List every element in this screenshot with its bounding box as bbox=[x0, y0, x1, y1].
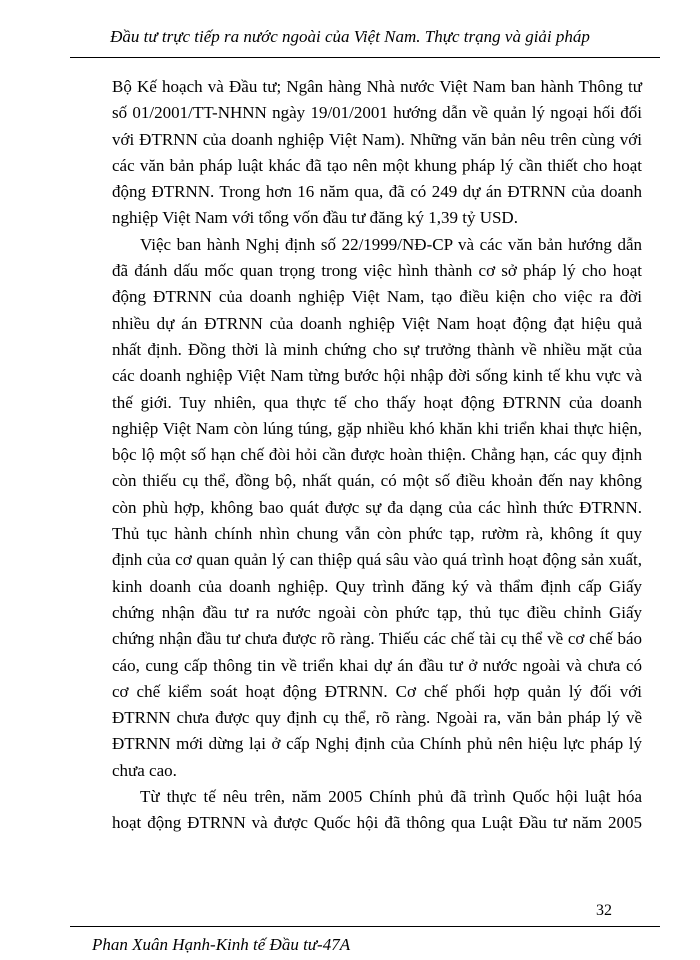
text-line: Bộ Kế hoạch và Đầu tư; Ngân hàng Nhà nước Việt Nam ban hành Thông tư bbox=[112, 77, 642, 96]
footer-divider bbox=[70, 926, 660, 927]
text-line: Thủ tục hành chính nhìn chung vẫn còn phức tạp, rườm rà, không ít quy bbox=[112, 524, 642, 544]
text-line: với ĐTRNN của doanh nghiệp Việt Nam). Những văn bản nêu trên cùng với bbox=[112, 129, 642, 149]
text-line: chứng nhận đầu tư ra nước ngoài còn phức tạp, thủ tục điều chỉnh Giấy bbox=[112, 602, 642, 622]
text-line: nghiệp Việt Nam với tổng vốn đầu tư đăng ký 1,39 tỷ USD. bbox=[112, 208, 518, 228]
text-line: cáo, cung cấp thông tin về triển khai dự án đầu tư ở nước ngoài và chưa có bbox=[112, 655, 642, 675]
footer-author: Phan Xuân Hạnh-Kinh tế Đầu tư-47A bbox=[92, 935, 351, 954]
paragraph bbox=[112, 232, 642, 784]
text-line: Việc ban hành Nghị định số 22/1999/NĐ-CP và các văn bản hướng dẫn bbox=[140, 234, 642, 254]
header-divider bbox=[70, 57, 660, 58]
text-line: còn thiếu cụ thể, đồng bộ, nhất quán, có một số điều khoản đến nay không bbox=[112, 471, 642, 491]
paragraph bbox=[112, 784, 642, 837]
text-line: các văn bản pháp luật khác đã tạo nên một khung pháp lý cần thiết cho hoạt bbox=[112, 155, 642, 175]
text-line: chứng nhận đầu tư chưa được rõ ràng. Thiếu các chế tài cụ thể về cơ chế báo bbox=[112, 629, 642, 649]
text-line: hoạt động ĐTRNN và được Quốc hội đã thông qua Luật Đầu tư năm 2005 bbox=[112, 813, 642, 833]
text-line: cơ chế kiểm soát hoạt động ĐTRNN. Cơ chế phối hợp quản lý đối với bbox=[112, 681, 642, 701]
text-line: các doanh nghiệp Việt Nam từng bước hội nhập đời sống kinh tế khu vực và bbox=[112, 366, 642, 386]
page-number: 32 bbox=[596, 902, 612, 919]
text-line: chưa cao. bbox=[112, 760, 177, 780]
text-line: định của cơ quan quản lý can thiệp quá sâu vào quá trình hoạt động sản xuất, bbox=[112, 550, 642, 570]
text-line: ĐTRNN mới dừng lại ở cấp Nghị định của Chính phủ nên hiệu lực pháp lý bbox=[112, 734, 642, 754]
text-line: nhất định. Đồng thời là minh chứng cho sự trưởng thành về nhiều mặt của bbox=[112, 339, 642, 359]
text-line: nghiệp Việt Nam còn lúng túng, gặp nhiều khó khăn khi triển khai thực hiện, bbox=[112, 418, 642, 438]
text-line: động ĐTRNN. Trong hơn 16 năm qua, đã có 249 dự án ĐTRNN của doanh bbox=[112, 182, 642, 202]
text-line: Từ thực tế nêu trên, năm 2005 Chính phủ đã trình Quốc hội luật hóa bbox=[140, 787, 642, 807]
text-line: đã đánh dấu mốc quan trọng trong việc hình thành cơ sở pháp lý cho hoạt bbox=[112, 261, 642, 281]
text-line: động ĐTRNN của doanh nghiệp Việt Nam, tạo điều kiện cho việc ra đời bbox=[112, 287, 642, 307]
page-header-title: Đầu tư trực tiếp ra nước ngoài của Việt Nam. Thực trạng và giải pháp bbox=[110, 27, 590, 46]
document-body bbox=[112, 74, 642, 837]
text-line: số 01/2001/TT-NHNN ngày 19/01/2001 hướng dẫn về quản lý ngoại hối đối bbox=[112, 103, 642, 123]
paragraph bbox=[112, 74, 642, 232]
text-line: bộc lộ một số hạn chế đòi hỏi cần được hoàn thiện. Chẳng hạn, các quy định bbox=[112, 445, 642, 465]
text-line: nhiều dự án ĐTRNN của doanh nghiệp Việt Nam hoạt động đạt hiệu quả bbox=[112, 313, 642, 333]
text-line: còn phù hợp, không bao quát được sự đa dạng của các hình thức ĐTRNN. bbox=[112, 497, 642, 517]
text-line: kinh doanh của doanh nghiệp. Quy trình đăng ký và thẩm định cấp Giấy bbox=[112, 576, 642, 596]
text-line: ĐTRNN chưa được quy định cụ thể, rõ ràng. Ngoài ra, văn bản pháp lý về bbox=[112, 708, 642, 728]
text-line: thế giới. Tuy nhiên, qua thực tế cho thấy hoạt động ĐTRNN của doanh bbox=[112, 392, 642, 412]
